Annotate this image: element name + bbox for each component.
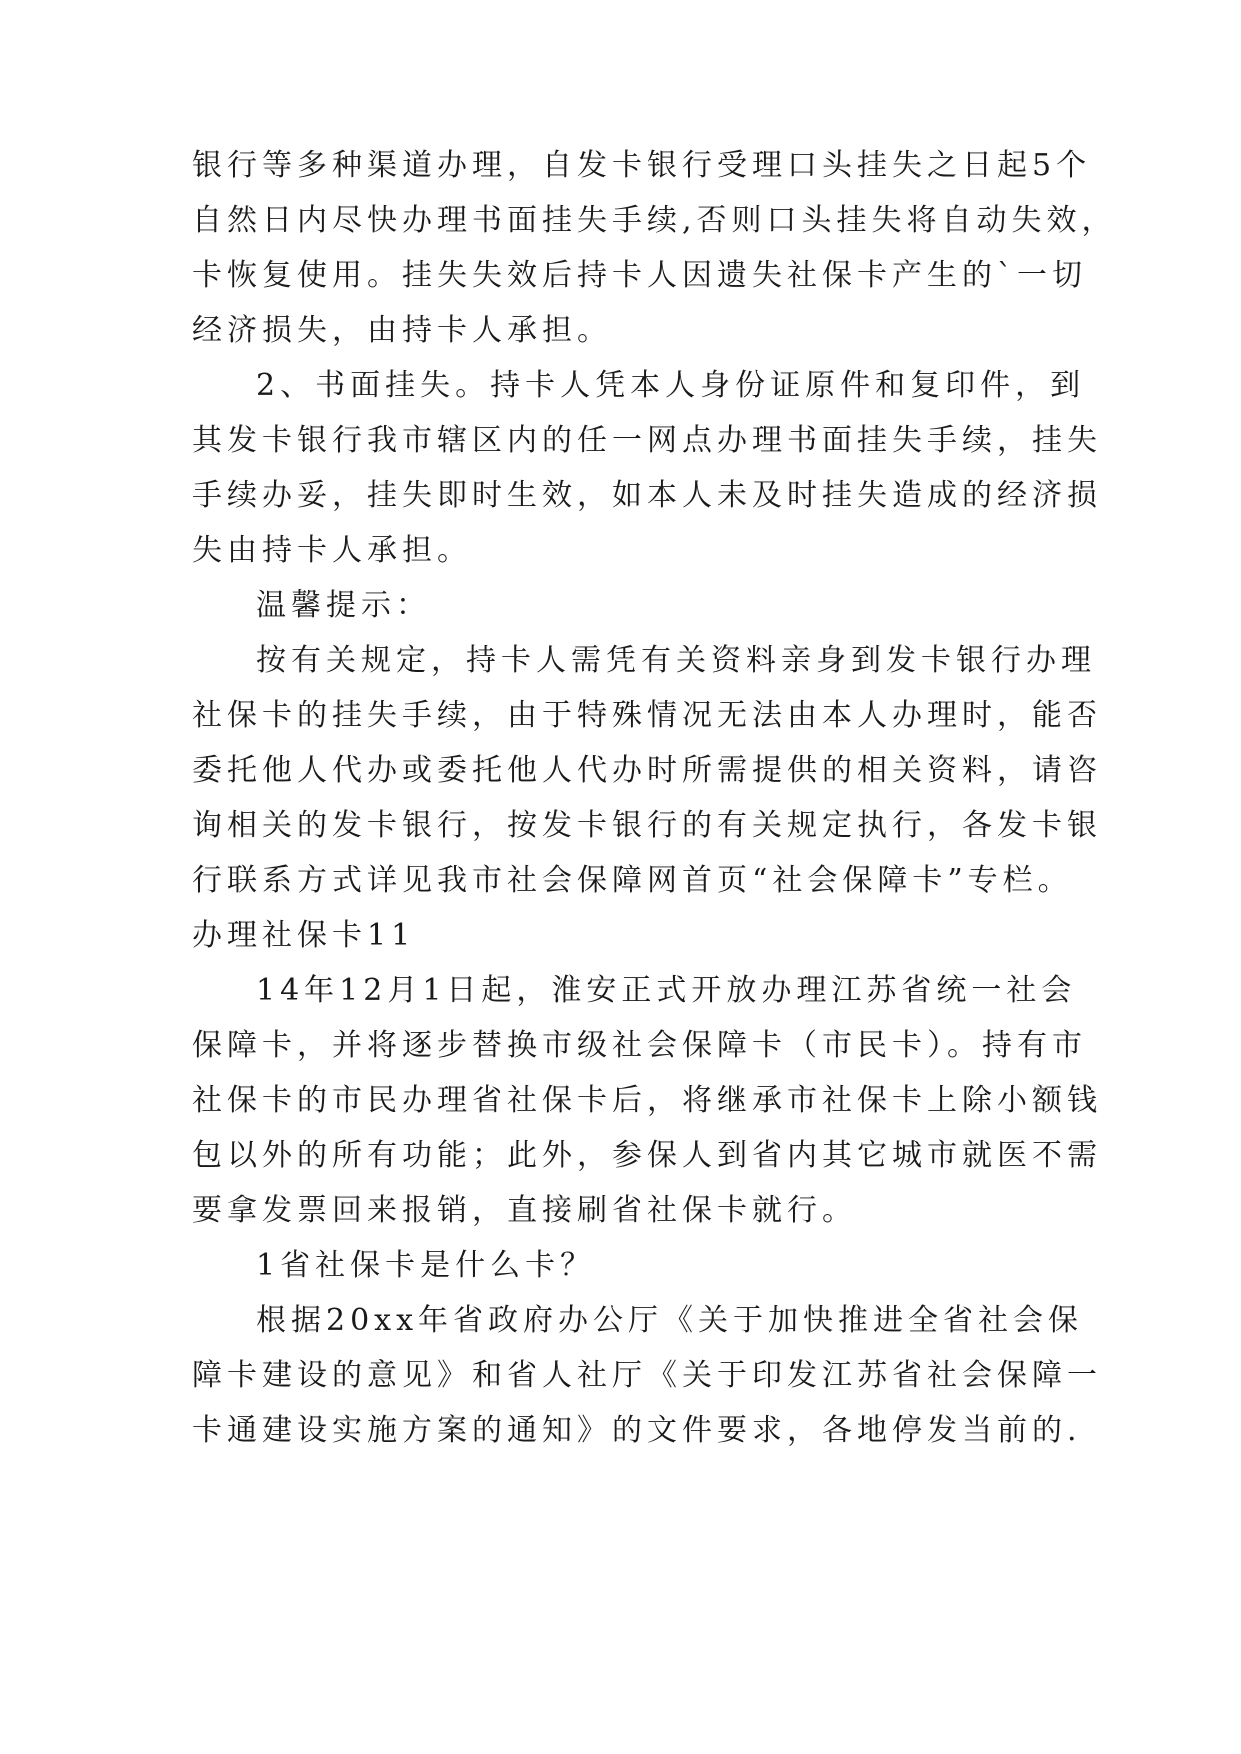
text-line: 银行等多种渠道办理，自发卡银行受理口头挂失之日起5个 (192, 148, 1092, 183)
text-line: 要拿发票回来报销，直接刷省社保卡就行。 (192, 1193, 857, 1228)
text-line: 自然日内尽快办理书面挂失手续,否则口头挂失将自动失效， (192, 203, 1117, 238)
section-heading: 办理社保卡11 (192, 918, 416, 953)
question-heading: 1省社保卡是什么卡？ (256, 1248, 596, 1283)
text-line: 障卡建设的意见》和省人社厅《关于印发江苏省社会保障一 (192, 1358, 1102, 1393)
text-line: 手续办妥，挂失即时生效，如本人未及时挂失造成的经济损 (192, 478, 1102, 513)
text-line: 保障卡，并将逐步替换市级社会保障卡（市民卡）。持有市 (192, 1028, 1087, 1063)
text-line: 社保卡的挂失手续，由于特殊情况无法由本人办理时，能否 (192, 698, 1102, 733)
paragraph-start-line: 按有关规定，持卡人需凭有关资料亲身到发卡银行办理 (256, 643, 1096, 678)
text-line: 失由持卡人承担。 (192, 533, 472, 568)
text-line: 卡通建设实施方案的通知》的文件要求，各地停发当前的. (192, 1413, 1082, 1448)
text-line: 行联系方式详见我市社会保障网首页“社会保障卡”专栏。 (192, 863, 1073, 898)
text-line: 其发卡银行我市辖区内的任一网点办理书面挂失手续，挂失 (192, 423, 1102, 458)
text-line: 经济损失，由持卡人承担。 (192, 313, 612, 348)
text-line: 询相关的发卡银行，按发卡银行的有关规定执行，各发卡银 (192, 808, 1102, 843)
text-line: 包以外的所有功能；此外，参保人到省内其它城市就医不需 (192, 1138, 1102, 1173)
text-line: 社保卡的市民办理省社保卡后，将继承市社保卡上除小额钱 (192, 1083, 1102, 1118)
paragraph-start-line: 2、书面挂失。持卡人凭本人身份证原件和复印件，到 (256, 368, 1086, 403)
text-line: 委托他人代办或委托他人代办时所需提供的相关资料，请咨 (192, 753, 1102, 788)
paragraph-start-line: 根据20xx年省政府办公厅《关于加快推进全省社会保 (256, 1303, 1084, 1338)
text-line: 卡恢复使用。挂失失效后持卡人因遗失社保卡产生的`一切 (192, 258, 1087, 293)
tip-heading: 温馨提示： (256, 588, 431, 623)
paragraph-start-line: 14年12月1日起，淮安正式开放办理江苏省统一社会 (256, 973, 1077, 1008)
